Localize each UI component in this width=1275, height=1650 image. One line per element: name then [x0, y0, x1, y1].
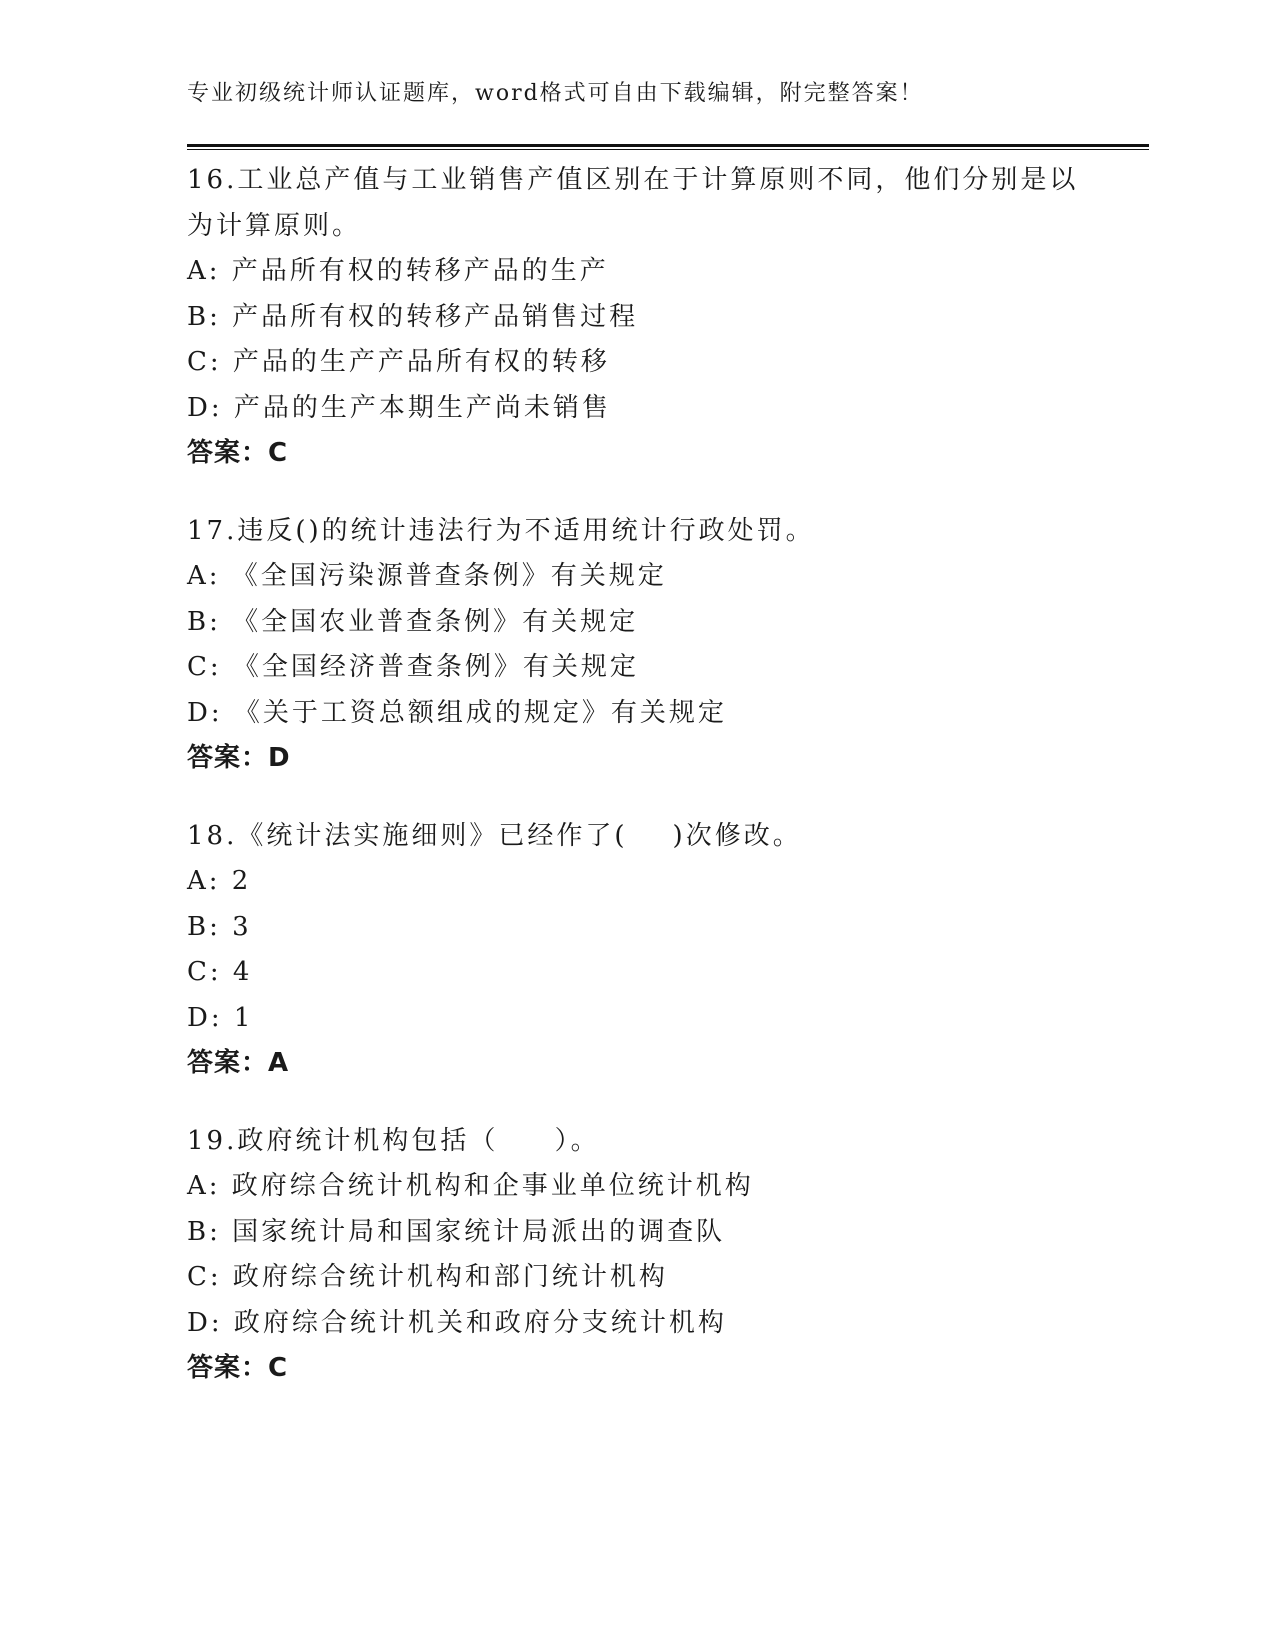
option-a: A: 2	[187, 866, 252, 896]
question-stem: 19.政府统计机构包括（ ）。	[187, 1125, 600, 1156]
question-stem: 18.《统计法实施细则》已经作了( )次修改。	[187, 820, 802, 851]
answer: 答案：A	[187, 1048, 290, 1078]
question-list	[187, 158, 1087, 1424]
option-b: B: 《全国农业普查条例》有关规定	[187, 606, 639, 637]
answer: 答案：C	[187, 438, 289, 468]
option-a: A: 产品所有权的转移产品的生产	[187, 256, 609, 286]
option-d: D: 《关于工资总额组成的规定》有关规定	[187, 697, 727, 728]
option-c: C: 政府综合统计机构和部门统计机构	[187, 1262, 668, 1292]
option-d: D: 1	[187, 1002, 254, 1033]
option-c: C: 《全国经济普查条例》有关规定	[187, 652, 639, 682]
option-b: B: 产品所有权的转移产品销售过程	[187, 301, 639, 332]
question-17	[187, 509, 1087, 782]
option-a: A: 政府综合统计机构和企事业单位统计机构	[187, 1171, 754, 1201]
question-16	[187, 158, 1087, 477]
header-divider	[187, 144, 1149, 150]
question-stem: 17.违反()的统计违法行为不适用统计行政处罚。	[187, 515, 815, 546]
option-b: B: 3	[187, 911, 252, 942]
question-stem: 16.工业总产值与工业销售产值区别在于计算原则不同，他们分别是以 为计算原则。	[187, 165, 1079, 241]
page-header: 专业初级统计师认证题库，word格式可自由下载编辑，附完整答案！	[187, 81, 924, 106]
answer: 答案：D	[187, 743, 291, 773]
option-c: C: 产品的生产产品所有权的转移	[187, 347, 610, 377]
answer: 答案：C	[187, 1353, 289, 1383]
option-b: B: 国家统计局和国家统计局派出的调查队	[187, 1216, 726, 1247]
question-19	[187, 1119, 1087, 1392]
option-d: D: 政府综合统计机关和政府分支统计机构	[187, 1307, 727, 1338]
question-18	[187, 814, 1087, 1087]
option-a: A: 《全国污染源普查条例》有关规定	[187, 561, 667, 591]
option-d: D: 产品的生产本期生产尚未销售	[187, 392, 611, 423]
option-c: C: 4	[187, 957, 253, 987]
